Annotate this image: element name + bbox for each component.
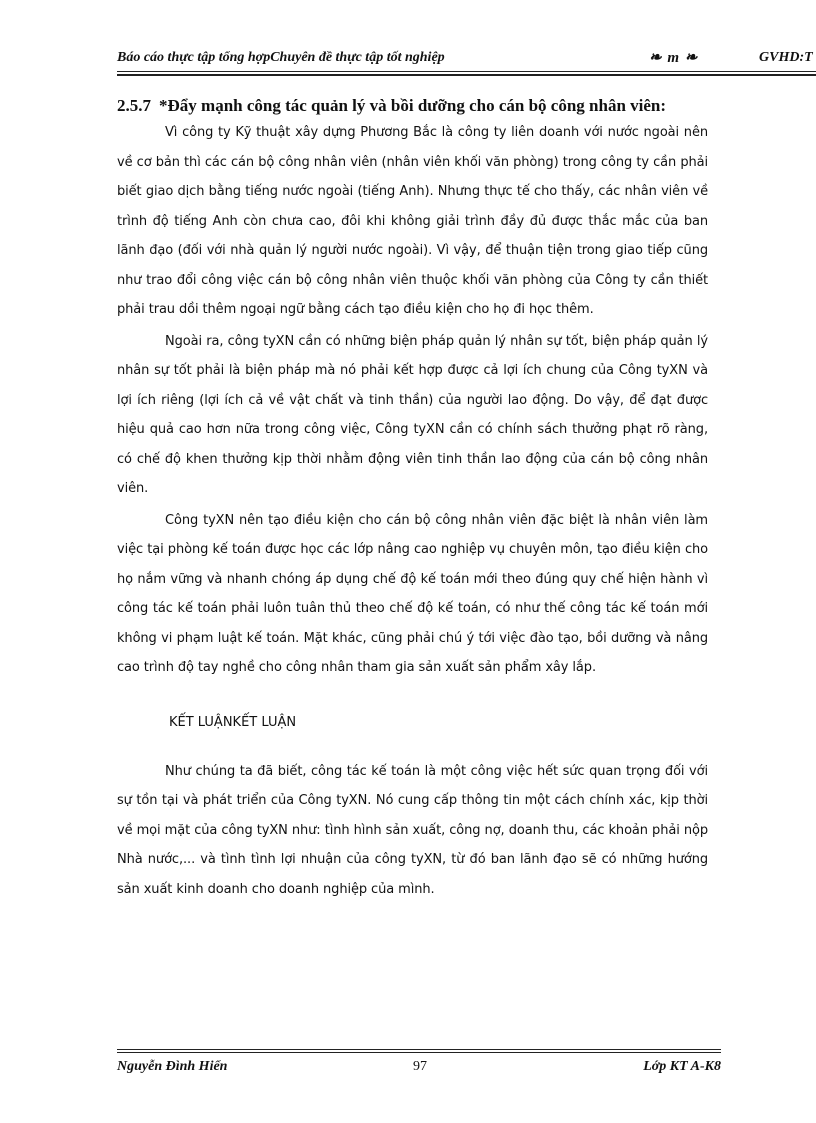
header-title: Báo cáo thực tập tổng hợpChuyên đề thực tập tốt nghiệp	[117, 50, 445, 65]
conclusion-heading: KẾT LUẬNKẾT LUẬN	[169, 714, 297, 730]
header-divider	[117, 71, 816, 72]
header-ornament: ❧ m ❧	[649, 50, 699, 66]
header-supervisor: GVHD:T	[759, 50, 813, 65]
page-footer	[117, 1057, 721, 1079]
footer-author: Nguyễn Đình Hiển	[117, 1059, 228, 1074]
page-body	[117, 96, 708, 904]
section-heading	[117, 96, 708, 116]
conclusion-paragraph: Như chúng ta đã biết, công tác kế toán là một công việc hết sức quan trọng đối với sự tồn tại và phát triển của Công tyXN. Nó cung cấp thông tin một cách chính xác, kịp thời về mọi mặt của công tyXN như: tình hình sản xuất, công nợ, doanh thu, các khoản phải nộp Nhà nước,... và tình tình lợi nhuận của công tyXN, từ đó ban lãnh đạo sẽ có những hướng sản xuất kinh doanh cho doanh nghiệp của mình.	[117, 763, 708, 897]
paragraph-1: Vì công ty Kỹ thuật xây dựng Phương Bắc là công ty liên doanh với nước ngoài nên về cơ bản thì các cán bộ công nhân viên (nhân viên khối văn phòng) trong công ty cần phải biết giao dịch bằng tiếng nước ngoài (tiếng Anh). Nhưng thực tế cho thấy, các nhân viên về trình độ tiếng Anh còn chưa cao, đôi khi không giải trình đầy đủ được thắc mắc của ban lãnh đạo (đối với nhà quản lý người nước ngoài). Vì vậy, để thuận tiện trong giao tiếp cũng như trao đổi công việc cán bộ công nhân viên thuộc khối văn phòng của Công ty cần thiết phải trau dồi thêm ngoại ngữ bằng cách tạo điều kiện cho họ đi học thêm.	[117, 125, 708, 317]
header-divider-thick	[117, 74, 816, 76]
footer-class: Lớp KT A-K8	[643, 1059, 721, 1074]
page-header	[117, 48, 816, 72]
section-title: *Đẩy mạnh công tác quản lý và bồi dưỡng cho cán bộ công nhân viên:	[159, 96, 667, 115]
section-number: 2.5.7	[117, 96, 151, 115]
footer-divider	[117, 1049, 721, 1050]
page-number: 97	[413, 1059, 427, 1074]
paragraph-2: Ngoài ra, công tyXN cần có những biện pháp quản lý nhân sự tốt, biện pháp quản lý nhân sự tốt phải là biện pháp mà nó phải kết hợp được cả lợi ích chung của Công tyXN và lợi ích riêng (lợi ích cả về vật chất và tinh thần) của người lao động. Do vậy, để đạt được hiệu quả cao hơn nữa trong công việc, Công tyXN cần có chính sách thưởng phạt rõ ràng, có chế độ khen thưởng kịp thời nhằm động viên tinh thần lao động của cán bộ công nhân viên.	[117, 333, 708, 496]
paragraph-3: Công tyXN nên tạo điều kiện cho cán bộ công nhân viên đặc biệt là nhân viên làm việc tại phòng kế toán được học các lớp nâng cao nghiệp vụ chuyên môn, tạo điều kiện cho họ nắm vững và nhanh chóng áp dụng chế độ kế toán mới theo đúng quy chế hiện hành vì công tác kế toán phải luôn tuân thủ theo chế độ kế toán, có như thế công tác kế toán mới không vi phạm luật kế toán. Mặt khác, cũng phải chú ý tới việc đào tạo, bồi dưỡng và nâng cao trình độ tay nghề cho công nhân tham gia sản xuất sản phẩm xây lắp.	[117, 512, 708, 675]
footer-divider-2	[117, 1052, 721, 1053]
